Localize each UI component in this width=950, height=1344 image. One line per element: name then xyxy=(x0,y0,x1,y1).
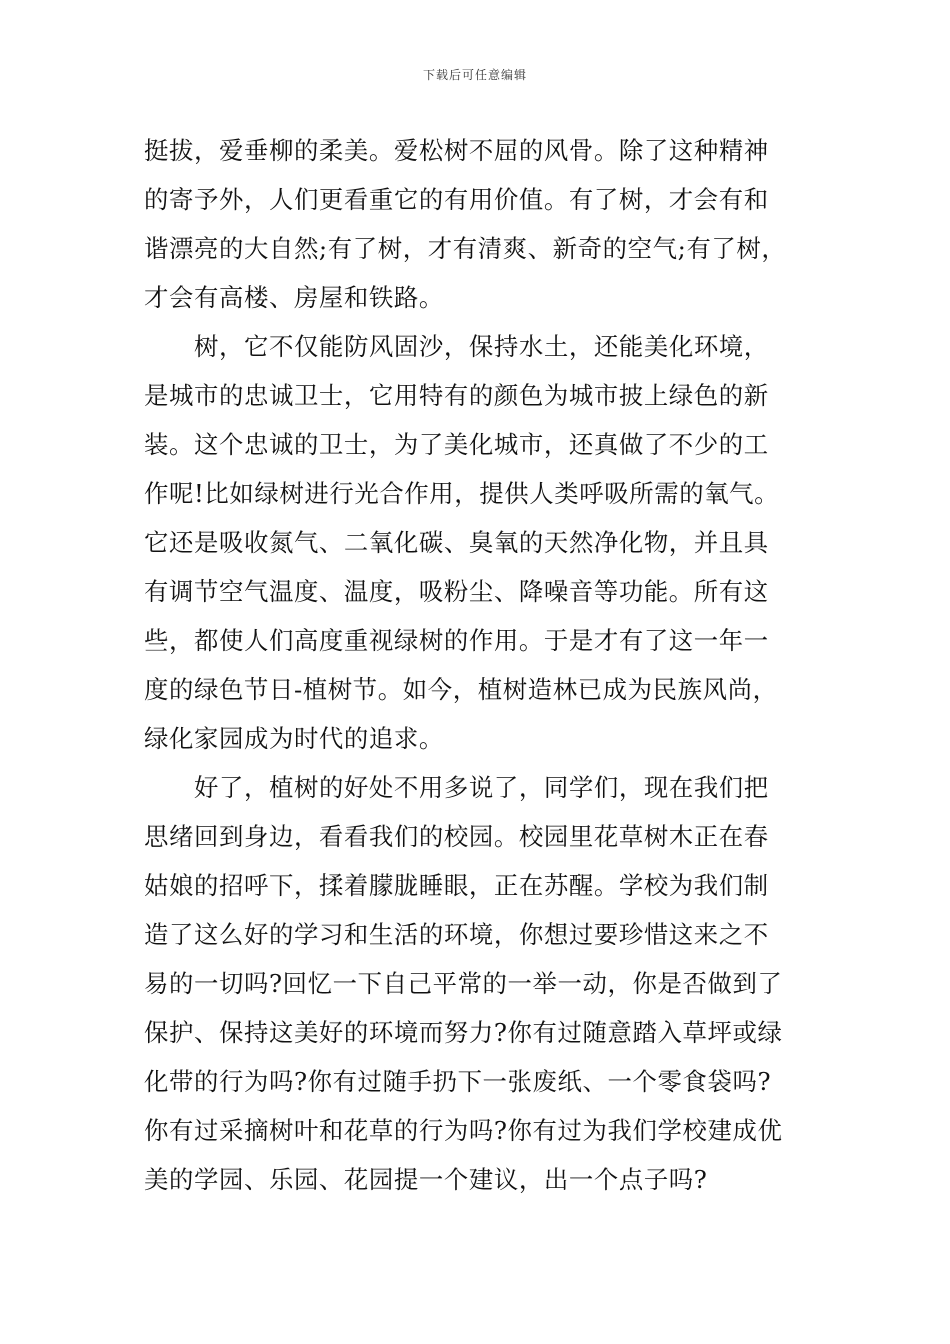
text-line: 作呢!比如绿树进行光合作用，提供人类呼吸所需的氧气。 xyxy=(144,479,780,508)
text-line: 好了，植树的好处不用多说了，同学们，现在我们把 xyxy=(194,773,769,802)
text-line: 度的绿色节日-植树节。如今，植树造林已成为民族风尚， xyxy=(144,675,778,704)
text-line: 装。这个忠诚的卫士，为了美化城市，还真做了不少的工 xyxy=(144,430,769,459)
text-line: 化带的行为吗?你有过随手扔下一张废纸、一个零食袋吗? xyxy=(144,1067,772,1096)
text-line: 挺拔，爱垂柳的柔美。爱松树不屈的风骨。除了这种精神 xyxy=(144,136,769,165)
text-line: 树，它不仅能防风固沙，保持水土，还能美化环境， xyxy=(194,332,769,361)
text-line: 造了这么好的学习和生活的环境，你想过要珍惜这来之不 xyxy=(144,920,769,949)
text-line: 保护、保持这美好的环境而努力?你有过随意踏入草坪或绿 xyxy=(144,1018,783,1047)
text-line: 你有过采摘树叶和花草的行为吗?你有过为我们学校建成优 xyxy=(144,1116,783,1145)
text-line: 些，都使人们高度重视绿树的作用。于是才有了这一年一 xyxy=(144,626,769,655)
text-line: 谐漂亮的大自然;有了树，才有清爽、新奇的空气;有了树， xyxy=(144,234,787,263)
text-line: 美的学园、乐园、花园提一个建议，出一个点子吗? xyxy=(144,1165,708,1194)
text-line: 绿化家园成为时代的追求。 xyxy=(144,724,444,753)
text-line: 的寄予外，人们更看重它的有用价值。有了树，才会有和 xyxy=(144,185,769,214)
text-line: 才会有高楼、房屋和铁路。 xyxy=(144,283,444,312)
text-line: 思绪回到身边，看看我们的校园。校园里花草树木正在春 xyxy=(144,822,769,851)
text-line: 它还是吸收氮气、二氧化碳、臭氧的天然净化物，并且具 xyxy=(144,528,769,557)
text-line: 有调节空气温度、温度，吸粉尘、降噪音等功能。所有这 xyxy=(144,577,769,606)
text-line: 是城市的忠诚卫士，它用特有的颜色为城市披上绿色的新 xyxy=(144,381,769,410)
paragraph-2 xyxy=(144,322,834,763)
paragraph-1 xyxy=(144,126,834,322)
text-line: 易的一切吗?回忆一下自己平常的一举一动，你是否做到了 xyxy=(144,969,783,998)
page-header: 下载后可任意编辑 xyxy=(422,68,527,82)
text-line: 姑娘的招呼下，揉着朦胧睡眼，正在苏醒。学校为我们制 xyxy=(144,871,769,900)
paragraph-3 xyxy=(144,763,834,1204)
document-body xyxy=(144,126,834,1204)
